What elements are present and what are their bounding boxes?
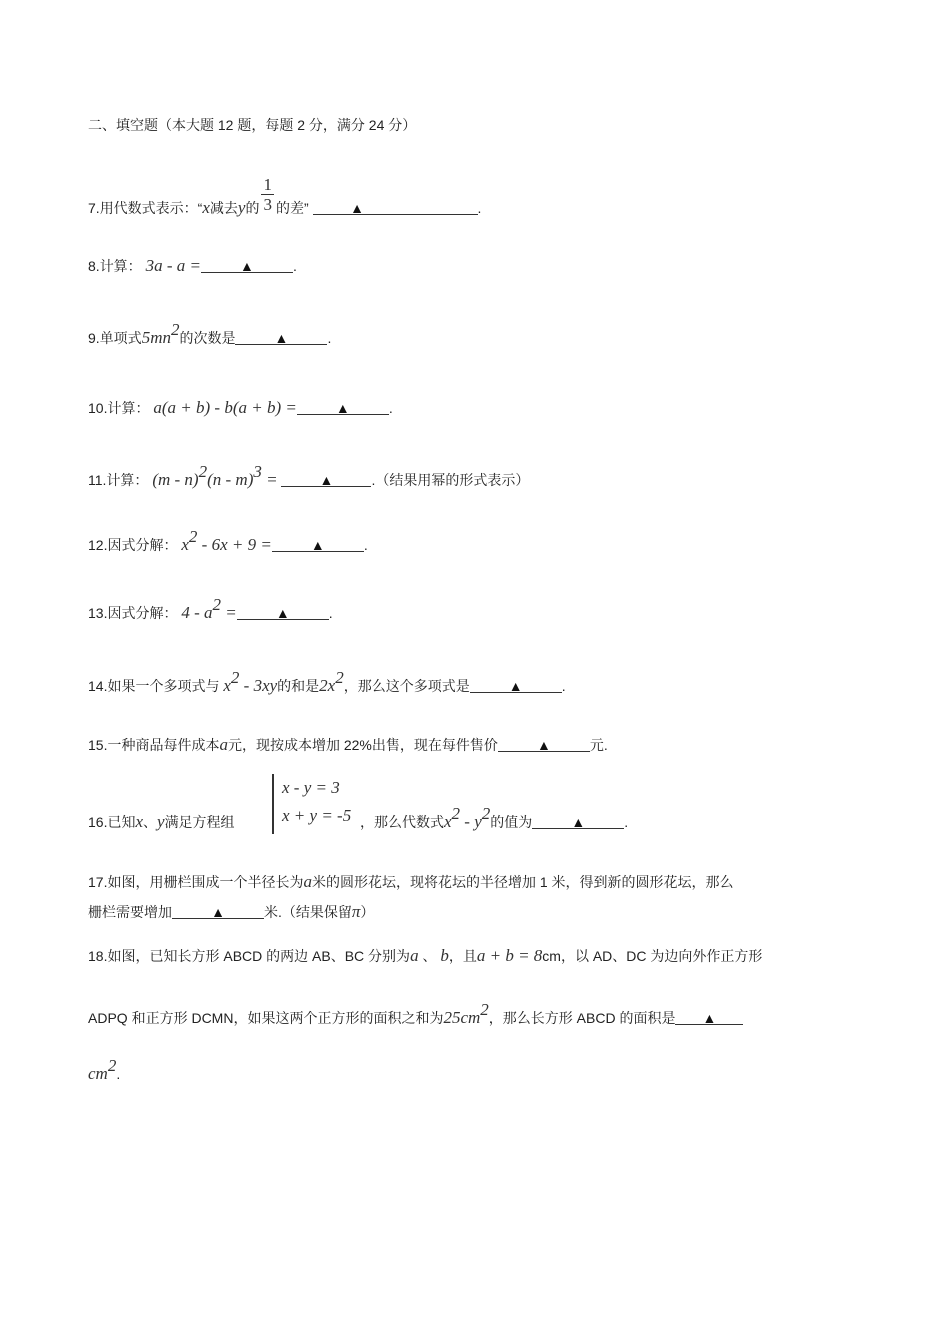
q16-exp1: 2 bbox=[451, 804, 461, 824]
q9-expr: 5mn bbox=[141, 328, 171, 347]
q7-frac-num: 1 bbox=[263, 175, 272, 194]
q16-answer-blank[interactable] bbox=[532, 812, 624, 829]
q18-line2-b: ，那么长方形 ABCD 的面积是 bbox=[488, 1010, 676, 1026]
triangle-icon: ▲ bbox=[508, 678, 523, 694]
q9-tail: 的次数是 bbox=[179, 330, 236, 346]
q15-a: a bbox=[219, 735, 228, 754]
question-17-line2 bbox=[88, 902, 374, 922]
question-8 bbox=[88, 256, 297, 276]
q10-answer-blank[interactable] bbox=[297, 398, 389, 415]
q12-end: . bbox=[363, 537, 368, 553]
q17-line2-b: 米.（结果保留 bbox=[264, 904, 352, 920]
q10-expr: a(a + b) - b(a + b) = bbox=[153, 398, 297, 417]
q9-answer-blank[interactable] bbox=[235, 328, 327, 345]
q17-line1-a: 如图，用栅栏围成一个半径长为 bbox=[107, 874, 304, 890]
q18-end: . bbox=[116, 1066, 121, 1082]
q18-area: 25cm bbox=[443, 1008, 481, 1027]
q7-x: x bbox=[202, 198, 210, 218]
q7-lead: 用代数式表示：“ bbox=[99, 200, 203, 217]
triangle-icon: ▲ bbox=[240, 258, 254, 274]
q11-exp1: 2 bbox=[198, 462, 208, 482]
q18-b: b bbox=[440, 946, 449, 965]
q7-end: . bbox=[477, 200, 482, 217]
q13-exp: 2 bbox=[212, 595, 222, 615]
q10-number: 10. bbox=[88, 400, 108, 416]
q14-answer-blank[interactable] bbox=[470, 676, 562, 693]
q16-x2: x bbox=[444, 812, 452, 831]
q15-lead: 一种商品每件成本 bbox=[107, 737, 220, 753]
q14-tail: ，那么这个多项式是 bbox=[343, 678, 470, 694]
question-10 bbox=[88, 398, 393, 418]
triangle-icon: ▲ bbox=[211, 904, 225, 920]
q10-lead: 计算： bbox=[107, 400, 150, 416]
question-18-line3 bbox=[88, 1056, 121, 1084]
question-7 bbox=[88, 175, 482, 229]
q16-sep: 、 bbox=[143, 814, 158, 830]
q12-number: 12. bbox=[88, 537, 108, 553]
q16-eq2: x + y = -5 bbox=[282, 806, 352, 825]
q17-a: a bbox=[303, 872, 312, 891]
q9-number: 9. bbox=[88, 330, 100, 346]
q16-lead: 已知 bbox=[107, 814, 136, 830]
q16-tail2: 的值为 bbox=[490, 814, 533, 830]
question-16 bbox=[88, 812, 235, 832]
q14-end: . bbox=[561, 678, 566, 694]
q17-pi: π bbox=[351, 902, 361, 921]
q12-answer-blank[interactable] bbox=[272, 535, 364, 552]
q11-eq: = bbox=[261, 470, 278, 489]
q7-de: 的 bbox=[245, 200, 260, 217]
q17-line2-a: 栅栏需要增加 bbox=[88, 904, 172, 920]
triangle-icon: ▲ bbox=[702, 1010, 717, 1026]
q7-number: 7. bbox=[88, 200, 100, 217]
q11-number: 11. bbox=[88, 472, 107, 488]
triangle-icon: ▲ bbox=[571, 814, 586, 830]
q16-exp2: 2 bbox=[481, 804, 491, 824]
q11-answer-blank[interactable] bbox=[281, 470, 371, 487]
q15-tail: 元，现按成本增加 22%出售，现在每件售价 bbox=[227, 737, 498, 753]
q9-lead: 单项式 bbox=[99, 330, 142, 346]
q18-a: a bbox=[410, 946, 419, 965]
q16-y: y bbox=[157, 812, 165, 831]
section-title: 二、填空题（本大题 12 题，每题 2 分，满分 24 分） bbox=[88, 117, 417, 133]
q12-exp: 2 bbox=[188, 527, 198, 547]
q7-fraction bbox=[261, 176, 274, 215]
q18-area-exp: 2 bbox=[480, 1000, 489, 1020]
q13-lead: 因式分解： bbox=[107, 605, 178, 621]
q9-end: . bbox=[327, 330, 332, 346]
q18-unit: cm bbox=[88, 1064, 108, 1083]
q18-answer-blank[interactable] bbox=[675, 1008, 743, 1025]
q15-number: 15. bbox=[88, 737, 108, 753]
question-18-line1 bbox=[88, 946, 762, 966]
q14-lead: 如果一个多项式与 bbox=[107, 678, 220, 694]
q8-answer-blank[interactable] bbox=[201, 256, 293, 273]
q18-line1-c: cm，以 AD、DC 为边向外作正方形 bbox=[542, 948, 763, 964]
q13-answer-blank[interactable] bbox=[237, 603, 329, 620]
triangle-icon: ▲ bbox=[310, 537, 325, 553]
q18-unit-exp: 2 bbox=[107, 1056, 117, 1076]
triangle-icon: ▲ bbox=[319, 472, 334, 488]
q8-lead: 计算： bbox=[99, 258, 142, 274]
q13-end: . bbox=[328, 605, 333, 621]
q7-frac-den: 3 bbox=[263, 195, 272, 214]
question-15 bbox=[88, 735, 608, 755]
q11-lead: 计算： bbox=[106, 472, 149, 488]
q7-tail: 的差” bbox=[275, 200, 309, 217]
question-16-tail bbox=[360, 804, 629, 832]
q12-x: x bbox=[181, 535, 189, 554]
q18-expr: a + b = 8 bbox=[476, 946, 543, 965]
q11-exp2: 3 bbox=[253, 462, 262, 482]
q14-rest: - 3xy bbox=[239, 676, 278, 695]
q16-mid: 满足方程组 bbox=[164, 814, 235, 830]
q8-end: . bbox=[292, 258, 297, 274]
triangle-icon: ▲ bbox=[335, 400, 350, 416]
q18-number: 18. bbox=[88, 948, 108, 964]
q15-end: 元. bbox=[589, 737, 608, 753]
q17-number: 17. bbox=[88, 874, 108, 890]
question-11 bbox=[88, 462, 530, 490]
q16-end: . bbox=[624, 814, 629, 830]
q16-equation-system bbox=[272, 774, 351, 834]
q11-base2: (n - m) bbox=[207, 470, 254, 489]
q9-exp: 2 bbox=[170, 320, 180, 340]
question-12 bbox=[88, 527, 368, 555]
q17-line2-c: ） bbox=[360, 904, 375, 920]
triangle-icon: ▲ bbox=[274, 330, 289, 346]
question-13 bbox=[88, 595, 333, 623]
q8-expr: 3a - a = bbox=[145, 256, 201, 275]
q14-mid: 的和是 bbox=[277, 678, 320, 694]
q11-base1: (m - n) bbox=[152, 470, 199, 489]
q17-line1-b: 米的圆形花坛，现将花坛的半径增加 1 米，得到新的圆形花坛，那么 bbox=[311, 874, 734, 890]
q18-sep: 、 bbox=[422, 948, 437, 964]
q13-rest: = bbox=[221, 603, 237, 622]
q8-number: 8. bbox=[88, 258, 100, 274]
triangle-icon: ▲ bbox=[275, 605, 290, 621]
q14-coef: 2x bbox=[319, 676, 336, 695]
q18-line1-b: ，且 bbox=[448, 948, 477, 964]
question-17-line1 bbox=[88, 872, 734, 892]
q14-x: x bbox=[223, 676, 231, 695]
q14-exp2: 2 bbox=[335, 668, 344, 688]
q18-line1-a: 如图，已知长方形 ABCD 的两边 AB、BC 分别为 bbox=[107, 948, 411, 964]
q13-a: 4 - a bbox=[181, 603, 213, 622]
question-9 bbox=[88, 320, 332, 348]
q7-answer-blank[interactable] bbox=[313, 198, 478, 215]
q16-eq1: x - y = 3 bbox=[282, 778, 340, 797]
q13-number: 13. bbox=[88, 605, 108, 621]
q15-answer-blank[interactable] bbox=[498, 735, 590, 752]
q16-x: x bbox=[135, 812, 144, 831]
q16-number: 16. bbox=[88, 814, 108, 830]
q11-end: .（结果用幂的形式表示） bbox=[371, 472, 530, 488]
q7-mid: 减去 bbox=[209, 200, 238, 217]
q14-number: 14. bbox=[88, 678, 108, 694]
q10-end: . bbox=[388, 400, 393, 416]
triangle-icon: ▲ bbox=[350, 200, 364, 217]
question-18-line2 bbox=[88, 1000, 743, 1028]
triangle-icon: ▲ bbox=[536, 737, 551, 753]
q16-minus: - y bbox=[460, 812, 482, 831]
q16-tail: ，那么代数式 bbox=[360, 814, 444, 830]
q12-rest: - 6x + 9 = bbox=[197, 535, 272, 554]
q7-y: y bbox=[237, 198, 246, 218]
q12-lead: 因式分解： bbox=[107, 537, 178, 553]
q14-exp: 2 bbox=[230, 668, 240, 688]
q17-answer-blank[interactable] bbox=[172, 902, 264, 919]
question-14 bbox=[88, 668, 566, 696]
q18-line2-a: ADPQ 和正方形 DCMN，如果这两个正方形的面积之和为 bbox=[88, 1010, 444, 1026]
